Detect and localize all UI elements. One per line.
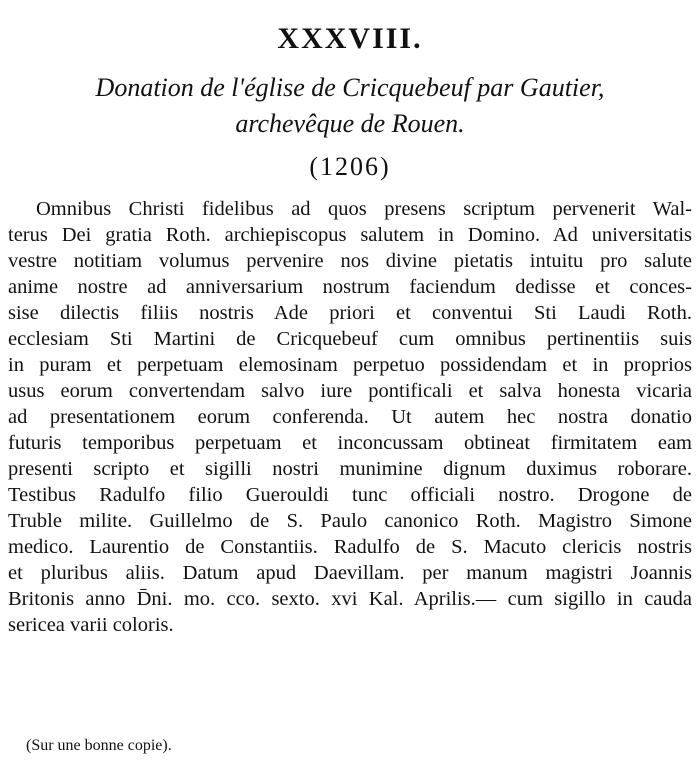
text-line: sise dilectis filiis nostris Ade priori et conventui Sti Laudi Roth. <box>8 302 692 324</box>
charter-number: XXXVIII. <box>277 22 423 55</box>
text-line: in puram et perpetuam elemosinam perpetuo possidendam et in proprios <box>8 354 692 376</box>
text-line: usus eorum convertendam salvo iure pontificali et salva honesta vicaria <box>8 380 692 402</box>
text-line: terus Dei gratia Roth. archiepiscopus salutem in Domino. Ad universitatis <box>8 224 692 246</box>
text-line: anime nostre ad anniversarium nostrum faciendum dedisse et conces- <box>8 276 692 298</box>
text-line: Testibus Radulfo filio Guerouldi tunc officiali nostro. Drogone de <box>8 484 692 506</box>
text-line: presenti scripto et sigilli nostri munimine dignum duximus roborare. <box>8 458 692 480</box>
title-line: Donation de l'église de Cricquebeuf par Gautier, <box>95 73 605 102</box>
source-note: (Sur une bonne copie). <box>26 737 172 754</box>
charter-text <box>8 196 692 638</box>
text-line: vestre notitiam volumus pervenire nos divine pietatis intuitu pro salute <box>8 250 692 272</box>
charter-year: (1206) <box>309 152 391 181</box>
text-line: Omnibus Christi fidelibus ad quos presens scriptum pervenerit Wal- <box>36 198 692 220</box>
text-line: Truble milite. Guillelmo de S. Paulo canonico Roth. Magistro Simone <box>8 510 692 532</box>
text-line: sericea varii coloris. <box>8 614 174 636</box>
text-line: medico. Laurentio de Constantiis. Radulfo de S. Macuto clericis nostris <box>8 536 692 558</box>
charter-title <box>0 70 700 142</box>
text-line: ad presentationem eorum conferenda. Ut autem hec nostra donatio <box>8 406 692 428</box>
title-line: archevêque de Rouen. <box>235 109 465 138</box>
text-line: futuris temporibus perpetuam et inconcussam obtineat firmitatem eam <box>8 432 692 454</box>
text-line: et pluribus aliis. Datum apud Daevillam. per manum magistri Joannis <box>8 562 692 584</box>
text-line: Britonis anno D̄ni. mo. cco. sexto. xvi Kal. Aprilis.— cum sigillo in cauda <box>8 588 692 610</box>
text-line: ecclesiam Sti Martini de Cricquebeuf cum omnibus pertinentiis suis <box>8 328 692 350</box>
